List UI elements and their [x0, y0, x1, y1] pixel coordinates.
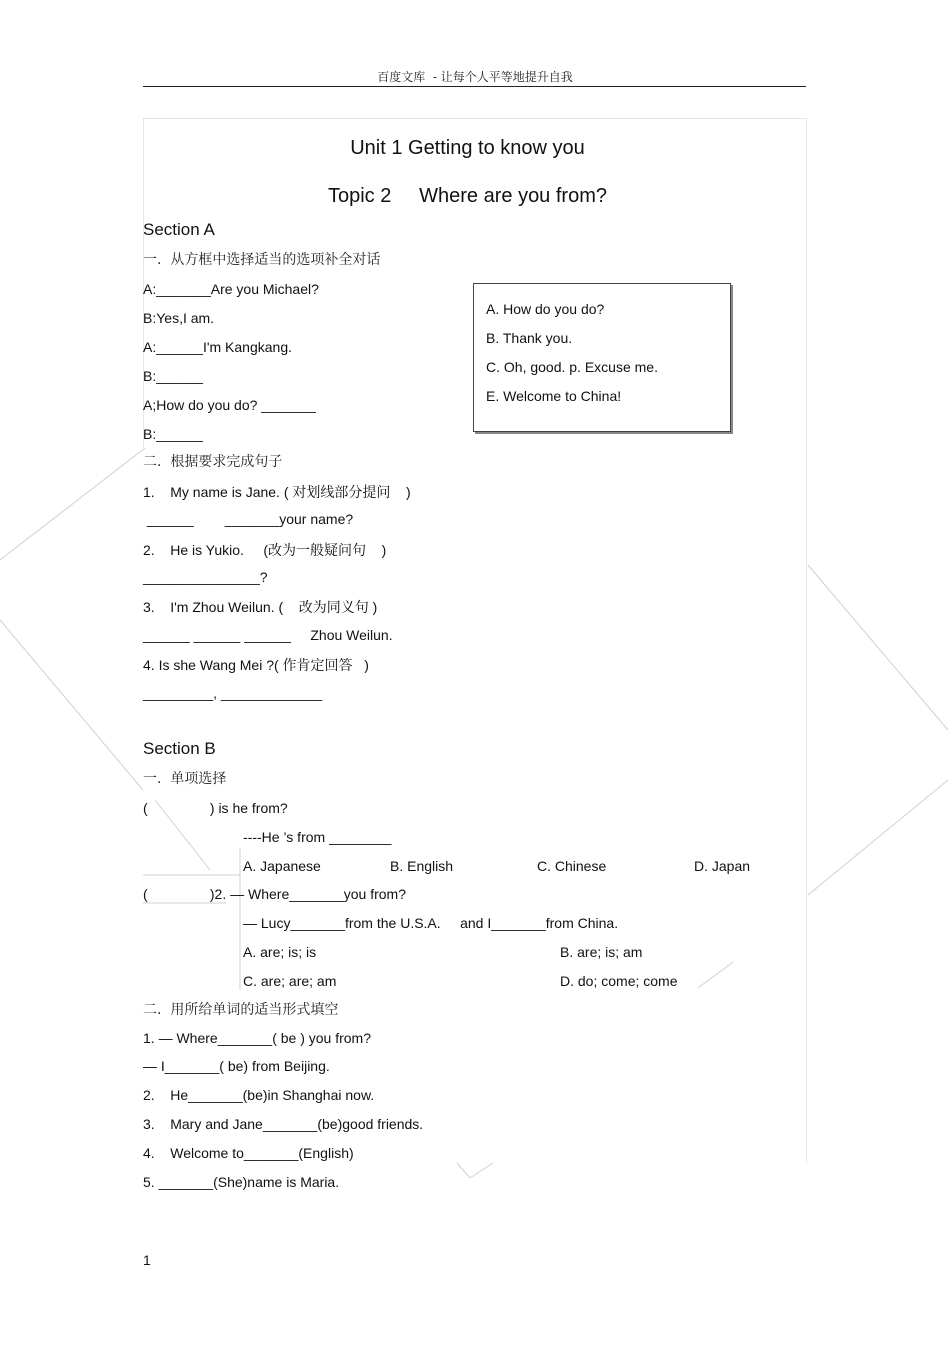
options-box [473, 283, 731, 432]
mc-option: B. English [390, 858, 454, 874]
rewrite-answer-line: ______ ______ ______ Zhou Weilun. [143, 627, 393, 643]
mc-option: A. Japanese [243, 858, 321, 874]
dialog-line: A;How do you do? _______ [143, 397, 316, 413]
mc-option: B. are; is; am [560, 944, 643, 960]
fill-blank-item: 3. Mary and Jane_______(be)good friends. [143, 1116, 424, 1132]
rewrite-question: 3. I'm Zhou Weilun. ( 改为同义句 ) [143, 599, 378, 615]
fill-blank-item: 5. _______(She)name is Maria. [143, 1174, 340, 1190]
page-header: 百度文库 - 让每个人平等地提升自我 [377, 70, 573, 84]
section-a-part2-heading: 二. 根据要求完成句子 [143, 454, 283, 470]
option-item: A. How do you do? [486, 301, 605, 317]
mc-question-reply: — Lucy_______from the U.S.A. and I_______from China. [243, 915, 619, 931]
rewrite-answer-line: ______ _______your name? [143, 511, 354, 527]
option-item: C. Oh, good. p. Excuse me. [486, 359, 658, 375]
dialog-line: A:______I'm Kangkang. [143, 339, 293, 355]
dialog-line: B:______ [143, 368, 203, 384]
rewrite-question: 2. He is Yukio. (改为一般疑问句 ) [143, 542, 387, 558]
section-b-part2-heading: 二. 用所给单词的适当形式填空 [143, 1002, 339, 1018]
option-item: B. Thank you. [486, 330, 573, 346]
dialog-line: A:_______Are you Michael? [143, 281, 319, 297]
header-rule [143, 86, 806, 87]
fill-blank-item: — I_______( be) from Beijing. [143, 1058, 330, 1074]
dialog-line: B:Yes,I am. [143, 310, 215, 326]
mc-question-reply: ----He ’s from ________ [243, 829, 392, 845]
section-b-part1-heading: 一. 单项选择 [143, 771, 227, 787]
fill-blank-item: 4. Welcome to_______(English) [143, 1145, 354, 1161]
mc-option: D. Japan [694, 858, 751, 874]
mc-option: D. do; come; come [560, 973, 678, 989]
fill-blank-item: 1. — Where_______( be ) you from? [143, 1030, 372, 1046]
frame-right-border [806, 118, 807, 1163]
mc-question-stem: ( )2. — Where_______you from? [143, 886, 406, 902]
dialog-line: B:______ [143, 426, 203, 442]
rewrite-answer-line: _________, _____________ [143, 685, 323, 701]
rewrite-question: 1. My name is Jane. ( 对划线部分提问 ) [143, 484, 411, 500]
page-number: 1 [143, 1252, 151, 1268]
section-a-part1-heading: 一. 从方框中选择适当的选项补全对话 [143, 252, 381, 268]
mc-option: A. are; is; is [243, 944, 317, 960]
section-b-heading: Section B [143, 739, 216, 758]
rewrite-answer-line: _______________? [143, 569, 268, 585]
fill-blank-item: 2. He_______(be)in Shanghai now. [143, 1087, 375, 1103]
topic-title: Topic 2 Where are you from? [327, 185, 607, 207]
mc-option: C. Chinese [537, 858, 607, 874]
mc-question-stem: ( ) is he from? [143, 800, 288, 816]
rewrite-question: 4. Is she Wang Mei ?( 作肯定回答 ) [143, 657, 369, 673]
section-a-heading: Section A [143, 220, 215, 239]
mc-option: C. are; are; am [243, 973, 337, 989]
option-item: E. Welcome to China! [486, 388, 622, 404]
frame-top-border [143, 118, 806, 119]
unit-title: Unit 1 Getting to know you [350, 137, 585, 159]
